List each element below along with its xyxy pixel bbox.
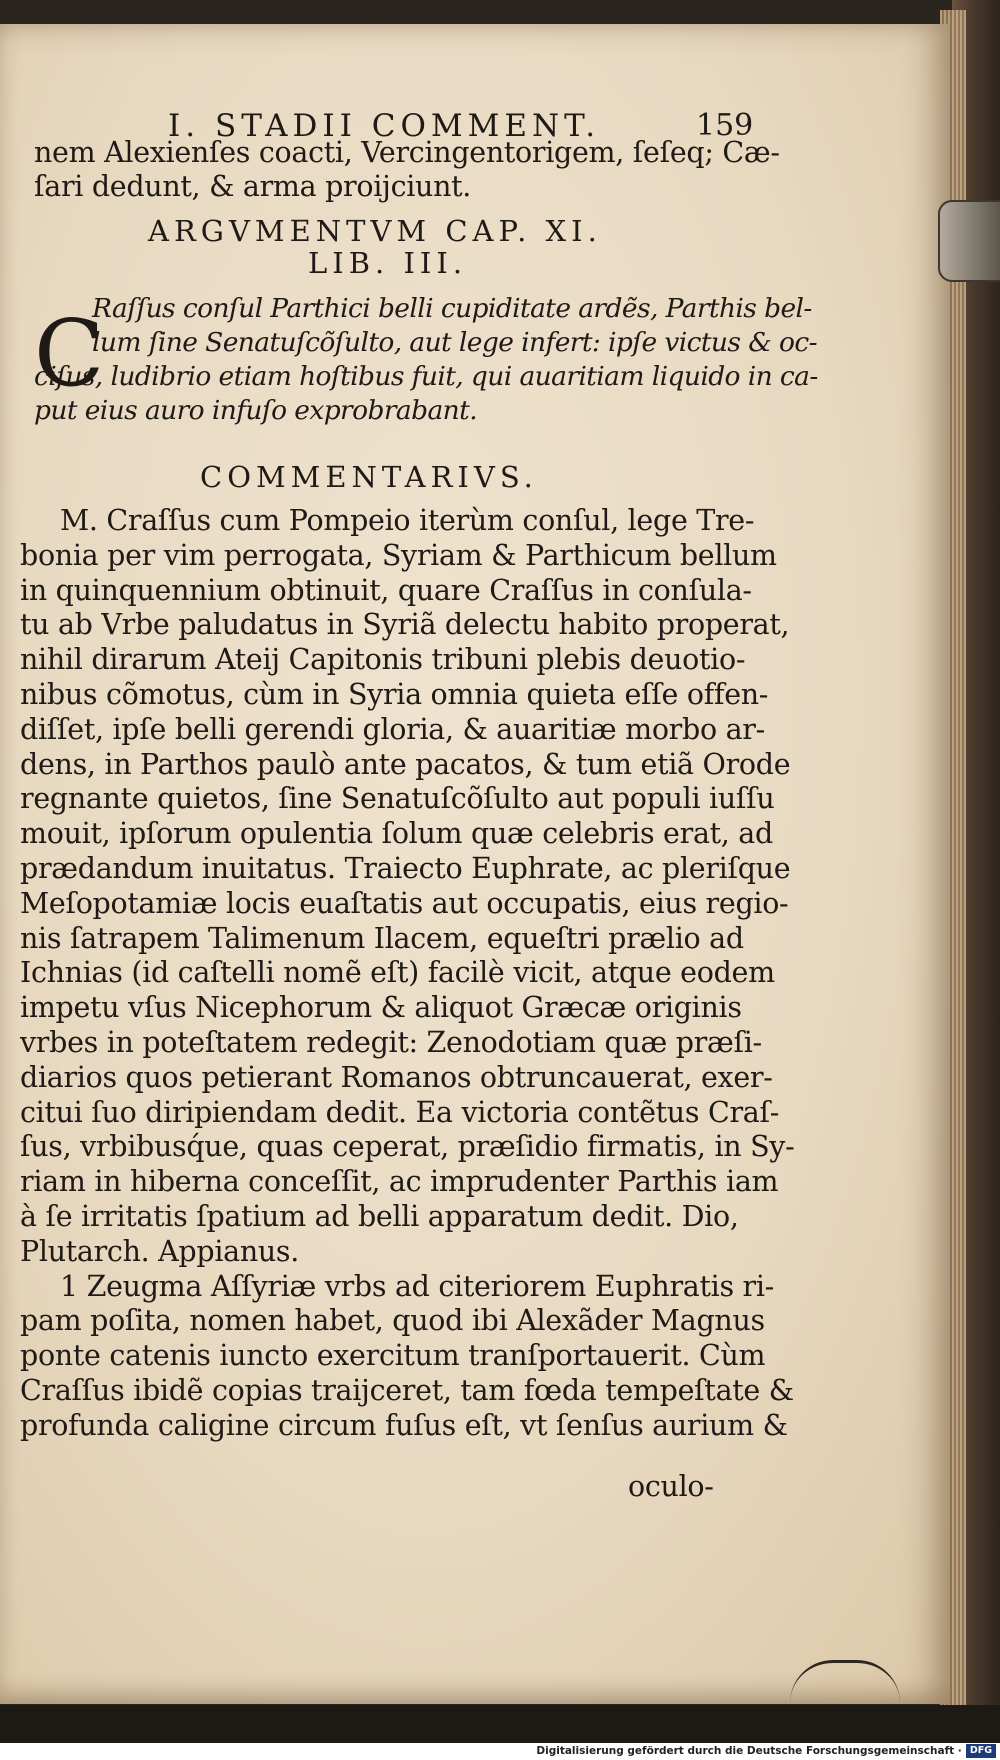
commentary-line: à ſe irritatis ſpatium ad belli apparatum dedit. Dio, (20, 1200, 739, 1233)
argument-line: lum ſine Senatuſcõſulto, aut lege infert: ipſe victus & oc- (92, 327, 817, 358)
digitization-credit-bar (0, 1743, 1000, 1760)
commentary-line: ſus, vrbibusq́ue, quas ceperat, præſidio firmatis, in Sy- (20, 1130, 795, 1164)
digitization-credit: Digitalisierung gefördert durch die Deutsche Forschungsgemeinschaft · (536, 1745, 962, 1757)
commentary-line: dens, in Parthos paulò ante pacatos, & tum etiã Orode (20, 747, 791, 781)
commentary-line: impetu vſus Nicephorum & aliquot Græcæ originis (20, 991, 742, 1025)
commentary-heading: COMMENTARIVS. (200, 460, 538, 494)
commentary-line: riam in hiberna conceſſit, ac imprudenter Parthis iam (20, 1165, 779, 1199)
commentary-line: tu ab Vrbe paludatus in Syriã delectu habito properat, (20, 608, 790, 642)
dfg-logo: DFG (966, 1744, 996, 1758)
intro-line: ſari dedunt, & arma proijciunt. (34, 170, 472, 203)
argument-line: Raſſus conſul Parthici belli cupiditate ardẽs, Parthis bel- (92, 293, 812, 324)
scan-bottom-band (0, 1705, 1000, 1743)
commentary-line: prædandum inuitatus. Traiecto Euphrate, ac pleriſque (20, 852, 791, 885)
commentary-line: Plutarch. Appianus. (20, 1234, 300, 1268)
commentary-line: 1 Zeugma Aſſyriæ vrbs ad citeriorem Euphratis ri- (60, 1269, 775, 1303)
commentary-line: Ichnias (id caſtelli nomẽ eſt) facilè vicit, atque eodem (20, 956, 775, 990)
book-clasp (938, 200, 1000, 282)
commentary-line: regnante quietos, ſine Senatuſcõſulto aut populi iuſſu (20, 782, 775, 816)
drop-capital: C (34, 300, 105, 407)
commentary-line: ponte catenis iuncto exercitum tranſportauerit. Cùm (20, 1339, 766, 1373)
commentary-line: nibus cõmotus, cùm in Syria omnia quieta eſſe offen- (20, 678, 769, 711)
page-number: 159 (696, 108, 754, 143)
commentary-line: pam poſita, nomen habet, quod ibi Alexãder Magnus (20, 1304, 765, 1338)
catchword: oculo- (628, 1470, 714, 1503)
commentary-line: bonia per vim perrogata, Syriam & Parthicum bellum (20, 538, 777, 572)
argument-line: ciſus, ludibrio etiam hoſtibus fuit, qui auaritiam liquido in ca- (34, 361, 818, 392)
argument-heading-book: LIB. III. (308, 246, 468, 280)
commentary-line: citui ſuo diripiendam dedit. Ea victoria contẽtus Craſ- (20, 1095, 780, 1129)
argument-heading: ARGVMENTVM CAP. XI. (148, 214, 602, 248)
commentary-line: Meſopotamiæ locis euaſtatis aut occupatis, eius regio- (20, 886, 789, 920)
commentary-line: diarios quos petierant Romanos obtruncauerat, exer- (20, 1060, 773, 1094)
commentary-line: nihil dirarum Ateij Capitonis tribuni plebis deuotio- (20, 643, 746, 677)
commentary-line: diſſet, ipſe belli gerendi gloria, & auaritiæ morbo ar- (20, 712, 765, 746)
commentary-line: profunda caligine circum fuſus eſt, vt ſenſus aurium & (20, 1408, 788, 1442)
running-title: I. STADII COMMENT. (168, 108, 601, 144)
commentary-line: Craſſus ibidẽ copias traijceret, tam fœda tempeſtate & (20, 1374, 794, 1407)
commentary-line: nis ſatrapem Talimenum Ilacem, equeſtri prælio ad (20, 921, 744, 955)
book-page (0, 24, 950, 1704)
intro-line: nem Alexienſes coacti, Vercingentorigem, ſeſeq; Cæ- (34, 136, 780, 169)
argument-line: put eius auro infuſo exprobrabant. (34, 395, 478, 426)
commentary-line: mouit, ipſorum opulentia ſolum quæ celebris erat, ad (20, 817, 773, 851)
commentary-line: vrbes in poteſtatem redegit: Zenodotiam quæ præſi- (20, 1026, 762, 1059)
commentary-line: in quinquennium obtinuit, quare Craſſus in conſula- (20, 573, 752, 607)
commentary-line: M. Craſſus cum Pompeio iterùm conſul, lege Tre- (60, 504, 755, 537)
